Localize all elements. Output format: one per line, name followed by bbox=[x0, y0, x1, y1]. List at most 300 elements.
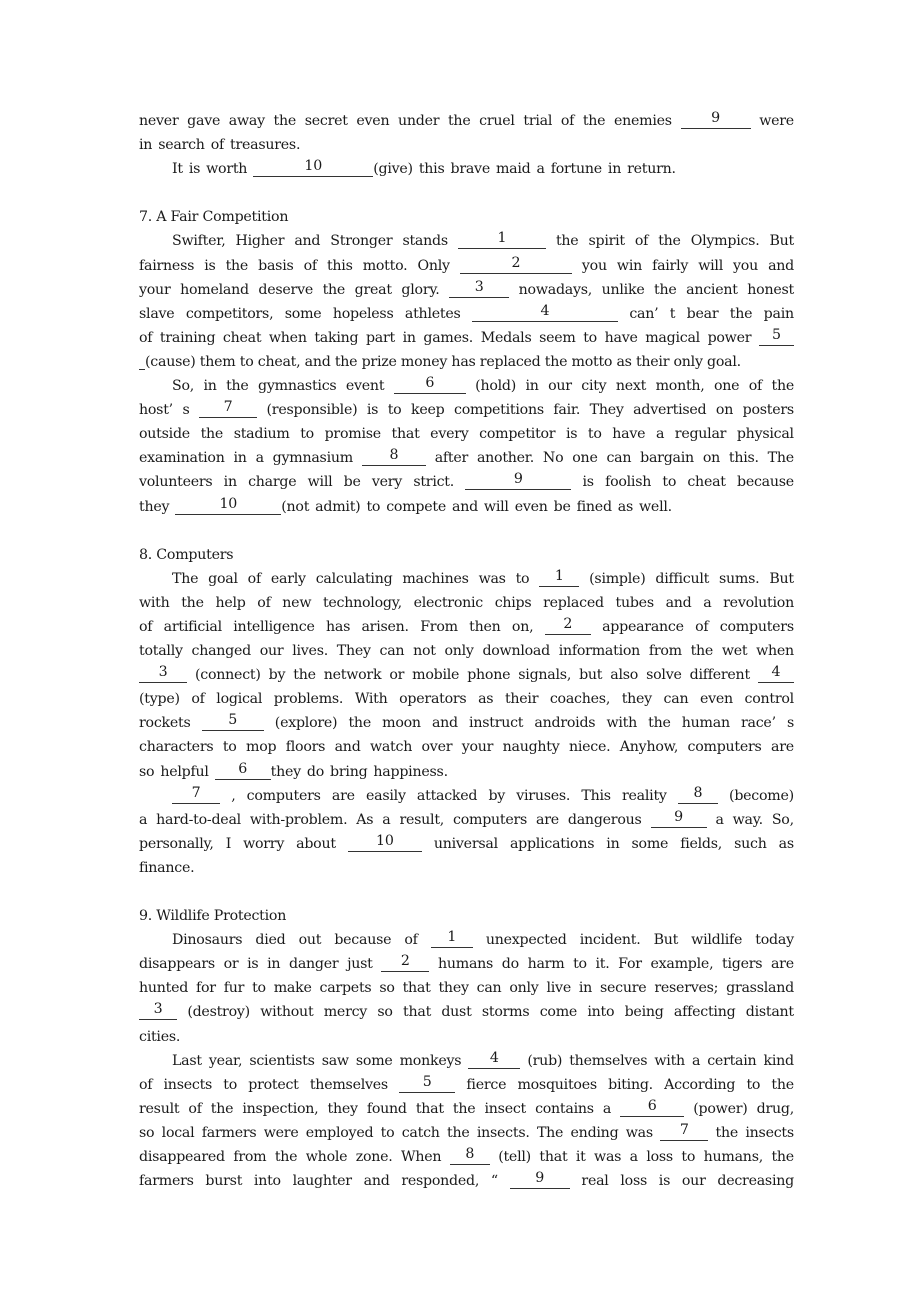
passage-text: pain bbox=[763, 305, 794, 322]
answer-blank[interactable]: 9 bbox=[510, 1169, 570, 1189]
passage-text: The bbox=[536, 1124, 564, 1141]
passage-text: that bbox=[539, 1149, 568, 1166]
passage-text: insect bbox=[484, 1100, 526, 1117]
section-heading: Wildlife Protection bbox=[156, 908, 287, 925]
passage-text: in bbox=[233, 450, 247, 467]
passage-text: , bbox=[231, 787, 236, 804]
passage-text: enemies bbox=[613, 113, 672, 129]
passage-text: Anyhow, bbox=[619, 739, 679, 756]
section-heading: Computers bbox=[156, 546, 234, 563]
passage-text: hard-to-deal bbox=[156, 811, 241, 828]
passage-text: out bbox=[298, 932, 322, 949]
passage-text: sums. bbox=[719, 570, 760, 587]
passage-text: never bbox=[139, 113, 179, 129]
answer-blank[interactable]: 7 bbox=[172, 784, 220, 804]
passage-text: to bbox=[222, 739, 237, 756]
passage-text: fur bbox=[223, 980, 245, 997]
answer-blank[interactable]: 9 bbox=[651, 808, 707, 828]
passage-text: mop bbox=[245, 739, 277, 756]
passage-text: difficult bbox=[655, 570, 710, 587]
passage-text: zone. bbox=[355, 1149, 393, 1166]
passage-text: even bbox=[699, 691, 733, 708]
passage-text: storms bbox=[481, 1004, 530, 1021]
passage-text: is bbox=[204, 257, 216, 274]
passage-text: can bbox=[476, 980, 502, 997]
passage-text: our bbox=[548, 378, 572, 395]
passage-text: computers bbox=[687, 739, 762, 756]
passage-text: For bbox=[618, 956, 642, 973]
passage-text: of bbox=[139, 1076, 153, 1093]
passage-text: arisen. bbox=[361, 618, 409, 635]
passage-text: With bbox=[354, 691, 388, 708]
passage-text: today bbox=[755, 932, 794, 949]
section-title bbox=[139, 205, 794, 229]
passage-text: by bbox=[488, 787, 506, 804]
passage-text: As bbox=[356, 811, 374, 828]
passage-text: They bbox=[336, 643, 371, 660]
passage-text: and bbox=[431, 715, 458, 732]
passage-text: dust bbox=[441, 1004, 472, 1021]
passage-text: away bbox=[228, 113, 265, 129]
passage-text: The bbox=[767, 450, 794, 467]
text-line bbox=[139, 1169, 794, 1193]
answer-blank[interactable]: 9 bbox=[465, 470, 571, 490]
answer-blank[interactable]: 10 bbox=[348, 832, 422, 852]
passage-text: promise bbox=[324, 426, 381, 443]
passage-text: in bbox=[139, 137, 153, 154]
passage-text: regular bbox=[674, 426, 727, 443]
section-gap bbox=[139, 880, 794, 904]
answer-blank[interactable]: 2 bbox=[381, 952, 429, 972]
text-line bbox=[139, 952, 794, 976]
passage-text: not bbox=[413, 643, 436, 660]
passage-text: naughty bbox=[502, 739, 560, 756]
passage-text: easily bbox=[365, 787, 406, 804]
passage-text: real bbox=[581, 1173, 609, 1190]
passage-text: you bbox=[581, 257, 607, 274]
answer-blank[interactable]: 10 bbox=[175, 495, 281, 515]
passage-text: with bbox=[606, 715, 637, 732]
passage-text: have bbox=[604, 329, 638, 346]
passage-text: and bbox=[665, 594, 692, 611]
passage-text: will bbox=[483, 498, 509, 515]
passage-text: were bbox=[263, 1124, 299, 1141]
passage-text: worth bbox=[206, 161, 248, 178]
answer-blank[interactable]: 3 bbox=[449, 278, 509, 298]
passage-text: (connect) bbox=[195, 667, 261, 684]
text-line bbox=[139, 976, 794, 1000]
passage-text: a bbox=[602, 1100, 612, 1117]
passage-text: Last bbox=[172, 1052, 202, 1069]
passage-text: t bbox=[669, 305, 676, 322]
passage-text: in bbox=[525, 378, 539, 395]
passage-text: tubes bbox=[615, 594, 654, 611]
text-line bbox=[139, 109, 794, 133]
passage-text: competitions bbox=[454, 402, 544, 419]
passage-text: new bbox=[282, 594, 312, 611]
passage-text: artificial bbox=[163, 618, 222, 635]
passage-text: homeland bbox=[180, 281, 249, 298]
passage-text: and bbox=[451, 498, 478, 515]
passage-text: some bbox=[284, 305, 322, 322]
passage-text: unexpected bbox=[485, 932, 567, 949]
passage-text: of bbox=[188, 1100, 202, 1117]
passage-text: Dinosaurs bbox=[172, 932, 243, 949]
passage-text: athletes bbox=[404, 305, 461, 322]
passage-text: search bbox=[158, 137, 205, 154]
passage-text: secret bbox=[304, 113, 348, 129]
passage-text: competitors, bbox=[185, 305, 274, 322]
answer-blank[interactable]: 7 bbox=[660, 1121, 708, 1141]
passage-text: Medals bbox=[480, 329, 532, 346]
passage-text: on, bbox=[511, 618, 534, 635]
passage-text: host’ bbox=[139, 402, 173, 419]
passage-text: with-problem. bbox=[249, 811, 348, 828]
passage-text: seem bbox=[539, 329, 576, 346]
passage-text: No bbox=[542, 450, 564, 467]
text-line bbox=[139, 350, 794, 374]
answer-blank[interactable]: 1 bbox=[539, 567, 579, 587]
passage-text: a bbox=[139, 811, 148, 828]
passage-text: contains bbox=[535, 1100, 594, 1117]
passage-text: the bbox=[200, 426, 224, 443]
passage-text: niece. bbox=[568, 739, 611, 756]
passage-text: Only bbox=[417, 257, 450, 274]
passage-text: decreasing bbox=[717, 1173, 794, 1190]
passage-text: (type) bbox=[139, 691, 180, 708]
passage-text: in bbox=[606, 835, 620, 852]
passage-text: this bbox=[326, 257, 353, 274]
text-line bbox=[139, 1049, 794, 1073]
passage-text: this bbox=[418, 161, 445, 178]
passage-text: the bbox=[225, 257, 249, 274]
passage-text: games. bbox=[423, 329, 474, 346]
text-line bbox=[139, 1073, 794, 1097]
passage-text: under bbox=[398, 113, 440, 129]
passage-text: farmers bbox=[139, 1173, 194, 1190]
passage-text: personally, bbox=[139, 835, 214, 852]
passage-text: in bbox=[223, 474, 237, 491]
text-line bbox=[139, 470, 794, 494]
text-line bbox=[139, 1121, 794, 1145]
passage-text: on bbox=[715, 402, 734, 419]
passage-text: (destroy) bbox=[187, 1004, 250, 1021]
passage-text: characters bbox=[139, 739, 214, 756]
answer-blank[interactable]: 6 bbox=[620, 1097, 684, 1117]
passage-text: drug, bbox=[756, 1100, 794, 1117]
passage-text: Swifter, bbox=[172, 233, 226, 250]
passage-text: some bbox=[631, 835, 669, 852]
passage-text: Higher bbox=[235, 233, 285, 250]
passage-text: one bbox=[714, 378, 740, 395]
passage-text: also bbox=[610, 667, 639, 684]
passage-text: replaced bbox=[543, 594, 604, 611]
passage-text: glory. bbox=[401, 281, 440, 298]
passage-text: mobile bbox=[412, 667, 460, 684]
passage-text: (tell) bbox=[498, 1149, 531, 1166]
passage-text: biting. bbox=[608, 1076, 653, 1093]
passage-text: coaches, bbox=[549, 691, 611, 708]
passage-text: they bbox=[438, 980, 469, 997]
passage-text: the bbox=[181, 594, 204, 611]
answer-blank[interactable]: 9 bbox=[681, 109, 751, 129]
passage-text: can bbox=[663, 691, 689, 708]
passage-text: local bbox=[161, 1124, 195, 1141]
passage-text: the bbox=[658, 233, 681, 250]
text-line bbox=[139, 254, 794, 278]
passage-text: after bbox=[434, 450, 469, 467]
passage-text: come bbox=[539, 1004, 578, 1021]
passage-text: they bbox=[327, 1100, 358, 1117]
passage-text: because bbox=[736, 474, 794, 491]
passage-text: the bbox=[654, 281, 677, 298]
passage-text: download bbox=[482, 643, 550, 660]
answer-blank[interactable]: 8 bbox=[450, 1145, 490, 1165]
answer-blank[interactable]: 8 bbox=[678, 784, 718, 804]
passage-text: your bbox=[139, 281, 171, 298]
text-line bbox=[139, 374, 794, 398]
answer-blank[interactable]: 6 bbox=[394, 374, 466, 394]
passage-text: honest bbox=[747, 281, 794, 298]
passage-text: being bbox=[624, 1004, 664, 1021]
answer-blank[interactable]: 4 bbox=[468, 1049, 520, 1069]
passage-text: well. bbox=[639, 498, 672, 515]
text-line bbox=[139, 615, 794, 639]
passage-text: can bbox=[606, 450, 632, 467]
passage-text: computers bbox=[719, 618, 794, 635]
text-line bbox=[139, 302, 794, 326]
passage-text: calculating bbox=[315, 570, 393, 587]
passage-text: carpets bbox=[319, 980, 372, 997]
passage-text: fairness bbox=[139, 257, 195, 274]
passage-text: of bbox=[748, 378, 763, 395]
passage-text: reserves; bbox=[654, 980, 719, 997]
passage-text: happiness. bbox=[373, 763, 448, 780]
answer-blank[interactable]: 1 bbox=[458, 229, 546, 249]
passage-text: the bbox=[771, 378, 794, 395]
answer-blank[interactable]: 7 bbox=[199, 398, 257, 418]
passage-text: (power) bbox=[693, 1100, 748, 1117]
answer-blank[interactable]: 3 bbox=[139, 1000, 177, 1020]
text-line bbox=[139, 784, 794, 808]
passage-text: rockets bbox=[139, 715, 191, 732]
passage-text: solve bbox=[646, 667, 682, 684]
passage-text: will bbox=[307, 474, 333, 491]
passage-text: cities. bbox=[139, 1028, 181, 1045]
passage-text: themselves bbox=[309, 1076, 388, 1093]
passage-text: different bbox=[689, 667, 750, 684]
passage-text: make bbox=[273, 980, 312, 997]
passage-text: and bbox=[768, 257, 794, 274]
passage-text: gymnasium bbox=[272, 450, 353, 467]
answer-blank[interactable]: 4 bbox=[472, 302, 618, 322]
answer-blank[interactable]: 5 bbox=[202, 711, 264, 731]
passage-text: tigers bbox=[722, 956, 763, 973]
passage-text: changed bbox=[191, 643, 251, 660]
passage-text: to bbox=[681, 1149, 696, 1166]
passage-text: deserve bbox=[258, 281, 313, 298]
passage-text: has bbox=[325, 618, 351, 635]
passage-text: the bbox=[690, 643, 714, 660]
passage-text: into bbox=[587, 1004, 615, 1021]
passage-text: you bbox=[733, 257, 758, 274]
passage-text: of bbox=[191, 691, 205, 708]
passage-text: But bbox=[769, 570, 794, 587]
passage-text: in bbox=[267, 956, 281, 973]
passage-text: a bbox=[703, 594, 712, 611]
passage-text: gave bbox=[187, 113, 221, 129]
answer-blank[interactable]: 2 bbox=[545, 615, 591, 635]
passage-text: intelligence bbox=[233, 618, 315, 635]
passage-text: of bbox=[210, 137, 224, 154]
passage-text: is bbox=[366, 402, 379, 419]
passage-text: of bbox=[634, 233, 649, 250]
passage-text: s bbox=[182, 402, 190, 419]
passage-text: another. bbox=[476, 450, 535, 467]
passage-text: in bbox=[203, 378, 217, 395]
passage-text: found bbox=[366, 1100, 407, 1117]
passage-text: do bbox=[501, 956, 519, 973]
passage-text: on bbox=[702, 450, 720, 467]
passage-text: The bbox=[172, 570, 199, 587]
passage-text: burst bbox=[205, 1173, 243, 1190]
text-line bbox=[139, 446, 794, 470]
passage-text: whole bbox=[305, 1149, 348, 1166]
passage-text: (become) bbox=[729, 787, 794, 804]
passage-text: foolish bbox=[605, 474, 652, 491]
passage-text: the bbox=[447, 113, 471, 129]
document-page bbox=[139, 109, 794, 1193]
passage-text: posters bbox=[742, 402, 794, 419]
passage-text: Stronger bbox=[330, 233, 393, 250]
passage-text: applications bbox=[509, 835, 595, 852]
passage-text: fairly bbox=[652, 257, 689, 274]
text-line bbox=[139, 1000, 794, 1024]
passage-text: they bbox=[621, 691, 652, 708]
passage-text: machines bbox=[402, 570, 469, 587]
passage-text: great bbox=[354, 281, 392, 298]
passage-text: mosquitoes bbox=[517, 1076, 597, 1093]
section-number: 7. bbox=[139, 209, 157, 226]
passage-text: will bbox=[698, 257, 723, 274]
passage-text: training bbox=[159, 329, 216, 346]
passage-text: city bbox=[581, 378, 607, 395]
passage-text: or bbox=[389, 667, 405, 684]
passage-text: phone bbox=[467, 667, 511, 684]
passage-text: result bbox=[139, 1100, 180, 1117]
passage-text: fair. bbox=[553, 402, 581, 419]
passage-text: have bbox=[612, 426, 646, 443]
answer-blank[interactable]: 2 bbox=[460, 254, 572, 274]
text-line bbox=[139, 567, 794, 591]
passage-text: Olympics. bbox=[690, 233, 760, 250]
passage-text: dangerous bbox=[567, 811, 642, 828]
passage-text: they bbox=[139, 498, 170, 515]
passage-text: incident. bbox=[579, 932, 641, 949]
passage-text: advertised bbox=[633, 402, 707, 419]
passage-text: and bbox=[363, 1173, 390, 1190]
passage-text: and bbox=[334, 739, 361, 756]
passage-text: human bbox=[681, 715, 730, 732]
section-gap bbox=[139, 181, 794, 205]
passage-text: only bbox=[444, 643, 474, 660]
passage-text: one bbox=[572, 450, 598, 467]
answer-blank[interactable]: 10 bbox=[253, 157, 373, 177]
text-line bbox=[139, 856, 794, 880]
passage-text: very bbox=[371, 474, 403, 491]
passage-text: our bbox=[681, 1173, 706, 1190]
passage-text: But bbox=[653, 932, 679, 949]
passage-text: of bbox=[404, 932, 418, 949]
text-line bbox=[139, 928, 794, 952]
passage-text: maid bbox=[495, 161, 531, 178]
passage-text: this. bbox=[728, 450, 759, 467]
passage-text: the bbox=[648, 715, 671, 732]
answer-blank[interactable]: 5 bbox=[759, 326, 794, 346]
passage-text: it. bbox=[595, 956, 610, 973]
passage-text: of bbox=[257, 594, 271, 611]
passage-text: be bbox=[343, 474, 361, 491]
passage-text: universal bbox=[433, 835, 498, 852]
passage-text: to bbox=[380, 1124, 395, 1141]
text-line bbox=[139, 808, 794, 832]
section-number: 9. bbox=[139, 908, 157, 925]
passage-text: computers bbox=[453, 811, 528, 828]
passage-text: it bbox=[575, 1149, 586, 1166]
passage-text: compete bbox=[386, 498, 446, 515]
passage-text: “ bbox=[490, 1173, 498, 1190]
passage-text: reality bbox=[621, 787, 667, 804]
passage-text: physical bbox=[736, 426, 794, 443]
answer-blank[interactable]: 4 bbox=[758, 663, 794, 683]
passage-text: to bbox=[583, 329, 597, 346]
passage-text: saw bbox=[321, 1052, 349, 1069]
passage-text: nowadays, bbox=[518, 281, 593, 298]
passage-text: of bbox=[139, 618, 153, 635]
passage-text: motto. bbox=[362, 257, 408, 274]
passage-text: month, bbox=[655, 378, 705, 395]
passage-text: as bbox=[478, 691, 494, 708]
passage-text: electronic bbox=[413, 594, 483, 611]
passage-text: fortune bbox=[550, 161, 602, 178]
passage-text: magical bbox=[645, 329, 700, 346]
passage-text: some bbox=[355, 1052, 393, 1069]
passage-text: the bbox=[274, 1149, 298, 1166]
passage-text: next bbox=[615, 378, 647, 395]
passage-text: fields, bbox=[680, 835, 723, 852]
passage-text: a bbox=[629, 1149, 638, 1166]
passage-text: the bbox=[447, 1124, 470, 1141]
text-line bbox=[139, 398, 794, 422]
answer-blank[interactable]: 8 bbox=[362, 446, 426, 466]
passage-text: such bbox=[734, 835, 767, 852]
passage-text: technology, bbox=[322, 594, 402, 611]
text-line bbox=[139, 760, 794, 784]
passage-text: (hold) bbox=[475, 378, 517, 395]
answer-blank[interactable]: 6 bbox=[215, 760, 271, 780]
answer-blank[interactable]: 1 bbox=[431, 928, 473, 948]
answer-blank[interactable]: 5 bbox=[399, 1073, 455, 1093]
passage-text: their bbox=[504, 691, 539, 708]
passage-text: farmers bbox=[201, 1124, 257, 1141]
answer-blank[interactable]: 3 bbox=[139, 663, 187, 683]
passage-text: the bbox=[226, 378, 249, 395]
text-line bbox=[139, 133, 794, 157]
passage-text: even bbox=[356, 113, 390, 129]
passage-text: the bbox=[729, 305, 753, 322]
passage-text: cheat bbox=[222, 329, 262, 346]
passage-text: But bbox=[769, 233, 794, 250]
